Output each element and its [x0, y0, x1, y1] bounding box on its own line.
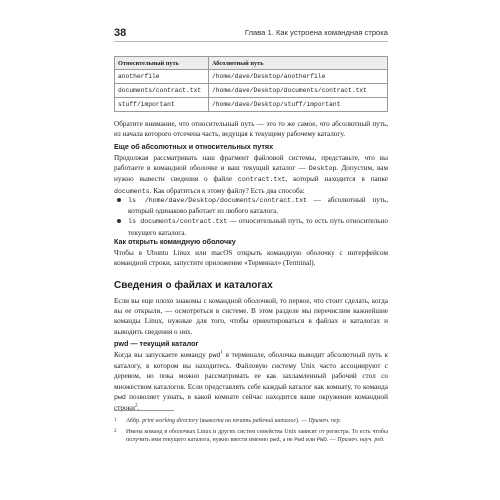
footnote-mark: 2	[114, 429, 117, 434]
table-header-row	[115, 57, 388, 70]
inline-code: Pwd	[294, 436, 305, 444]
text-run: (	[198, 418, 202, 424]
bullet-icon	[117, 198, 121, 202]
body-text: Обратите внимание, что относительный путь — это то же самое, что абсолютный путь, из начала которого отсечена часть, ведущая к текущему рабочему каталогу.	[114, 120, 388, 139]
text-run: . —	[326, 437, 338, 444]
paragraph-relative-note	[114, 119, 388, 139]
inline-code: pwd	[208, 352, 221, 359]
inline-code: Desktop	[308, 165, 337, 173]
page-number: 38	[114, 27, 127, 39]
text-run: print working directory	[142, 418, 199, 424]
footnote-2	[114, 428, 388, 444]
inline-code: contract.txt	[237, 176, 286, 184]
inline-code: documents	[114, 187, 150, 195]
inline-code: ls documents/contract.txt	[128, 218, 228, 226]
paragraph-open-shell	[114, 248, 388, 268]
text-run: Когда вы запускаете команду	[114, 351, 209, 359]
section-title: Сведения о файлах и каталогах	[114, 280, 273, 291]
table-cell: documents/contract.txt	[115, 84, 209, 98]
text-run: позволяет узнать, в какой комнате сейчас находится ваше окружение командной строки	[114, 392, 388, 413]
inline-code: pwd	[269, 436, 280, 444]
table-cell: /home/dave/Desktop/stuff/important	[209, 98, 388, 112]
table-cell: stuff/important	[115, 98, 209, 112]
footnote-mark: 1	[114, 418, 117, 423]
text-run: , а не	[279, 437, 295, 444]
subheading-abs-rel	[114, 142, 388, 152]
list-item	[114, 195, 388, 216]
footnote-text	[114, 417, 388, 425]
paths-table	[114, 56, 388, 112]
body-text	[114, 350, 388, 413]
text-run: . Допустим, вам нужно вывести сведения о файле	[114, 164, 388, 184]
table-row	[115, 70, 388, 84]
inline-code: PWD	[316, 436, 327, 444]
text-run: в терминале, оболочка выводит абсолютный путь к каталогу, в котором вы находитесь. Файловую систему Unix часто ассоциируют с деревом, но пока можно рассматривать ее как захламленный рабочий стол со множеством каталогов. Если представлять себе каждый каталог как комнату, то команда	[114, 351, 388, 391]
subheading: pwd — текущий каталог	[114, 339, 199, 348]
table-cell: /home/dave/Desktop/documents/contract.txt	[209, 84, 388, 98]
text-run: — абсолютный путь, который одинаково работает из любого каталога.	[128, 196, 389, 216]
subheading-pwd	[114, 339, 388, 349]
list-item	[114, 216, 388, 237]
table-cell: /home/dave/Desktop/anotherfile	[209, 70, 388, 84]
subheading: Еще об абсолютных и относительных путях	[114, 142, 274, 151]
paragraph-contract	[114, 153, 388, 197]
subheading: Как открыть командную оболочку	[114, 237, 236, 246]
page-header	[114, 27, 388, 42]
text-run: , который находится в папке	[285, 175, 388, 184]
text-run: . Как обратиться к этому файлу? Есть два способа:	[149, 186, 305, 195]
footnote-ref: 1	[220, 350, 223, 356]
body-text: Если вы еще плохо знакомы с командной оболочкой, то первое, что стоит сделать, когда вы ее открыли, — осмотреться в системе. В этом разделе мы перечислим важнейшие команды Linux, нужные для того, чтобы ориентироваться в файлах и каталогах и выводить сведения о них.	[114, 297, 388, 336]
table-row	[115, 84, 388, 98]
inline-code: pwd	[114, 393, 126, 401]
table-header-cell: Относительный путь	[115, 57, 209, 70]
table-cell: anotherfile	[115, 70, 209, 84]
subheading-open-shell	[114, 237, 388, 247]
body-text: Чтобы в Ubuntu Linux или macOS открыть командную оболочку с интерфейсом командной строки, запустите приложение «Терминал» (Terminal).	[114, 249, 388, 268]
text-run: Аббр.	[126, 418, 143, 424]
table-row	[115, 98, 388, 112]
table-header-cell: Абсолютный путь	[209, 57, 388, 70]
text-run: .	[137, 404, 140, 413]
body-text	[114, 153, 388, 197]
footnote-1	[114, 417, 388, 425]
text-run: Продолжая рассматривать наш фрагмент файловой системы, представьте, что вы работаете в командной оболочке и ваш текущий каталог —	[114, 154, 388, 173]
text-run: вывести на печать рабочий каталог	[201, 418, 296, 424]
footnote-divider	[114, 410, 174, 411]
running-title: Глава 1. Как устроена командная строка	[244, 28, 388, 37]
text-run: Примеч. науч. ред.	[337, 437, 385, 444]
paragraph-files-dirs	[114, 296, 388, 337]
text-run: Имена команд в оболочках Linux и других систем семейства Unix зависят от регистра. То есть чтобы получить имя текущего каталога, нужно ввести именно	[126, 429, 388, 444]
bullet-icon	[117, 219, 121, 223]
paragraph-pwd	[114, 350, 388, 413]
bullet-list	[114, 195, 388, 238]
text-run: — относительный путь, то есть путь относительно текущего каталога.	[128, 217, 388, 237]
footnote-text	[114, 428, 388, 444]
inline-code: ls /home/dave/Desktop/documents/contract.txt	[128, 197, 308, 204]
text-run: или	[304, 437, 317, 444]
footnote-ref: 2	[134, 403, 138, 409]
section-heading	[114, 279, 388, 292]
text-run: ). —	[295, 418, 309, 424]
text-run: Примеч. пер.	[308, 418, 342, 424]
